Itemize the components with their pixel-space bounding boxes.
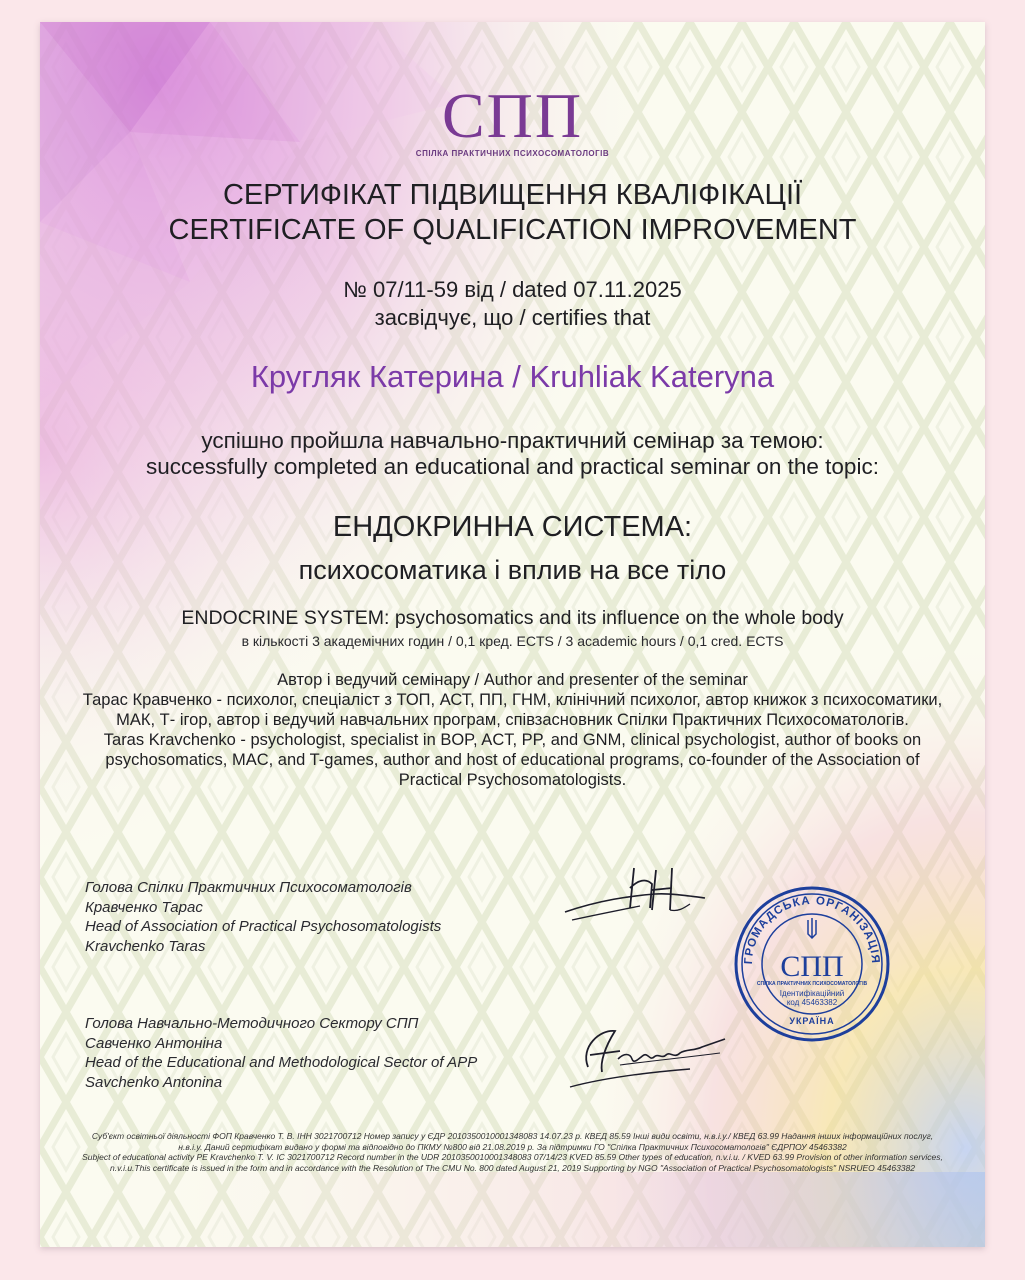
signatory-2-name-en: Savchenko Antonina xyxy=(85,1073,223,1091)
certificate-sheet xyxy=(40,22,985,1247)
footer-legal-uk: Суб'єкт освітньої діяльності ФОП Кравченко Т. В. ІНН 3021700712 Номер запису у ЄДР 2010350010001348083 14.07.23 р. КВЕД 85.59 Інші види освіти, н.в.і.у./ КВЕД 63.99 Надання інших інформаційних послуг, н.в.і.у. Даний сертифікат видано у формі та відповідно до ПКМУ №800 від 21.08.2019 р. За підтримки ГО "Спілка Практичних Психосоматологів" ЄДРПОУ 45463382 xyxy=(91,1131,934,1152)
signature-1 xyxy=(560,860,710,930)
academic-hours: в кількості 3 академічних годин / 0,1 кред. ECTS / 3 academic hours / 0,1 cred. ECTS xyxy=(241,633,784,649)
signatory-1 xyxy=(85,878,441,956)
certificate-number: № 07/11-59 від / dated 07.11.2025 xyxy=(343,277,682,302)
author-description-en: Taras Kravchenko - psychologist, specialist in BOP, ACT, PP, and GNM, clinical psychologist, author of books on psychosomatics, MAC, and T-games, author and host of educational programs, co-founder of the Association of Practical Psychosomatologists. xyxy=(103,731,922,789)
signatory-2-title-en: Head of the Educational and Methodological Sector of APP xyxy=(85,1054,478,1071)
certificate-title-en: CERTIFICATE OF QUALIFICATION IMPROVEMENT xyxy=(168,214,857,246)
recipient-name: Кругляк Катерина / Kruhliak Kateryna xyxy=(250,359,775,394)
author-description-uk: Тарас Кравченко - психолог, спеціаліст з ТОП, АСТ, ПП, ГНМ, клінічний психолог, автор книжок з психосоматики, МАК, Т- ігор, автор і ведучий навчальних програм, співзасновник Спілки Практичних Психосоматологів. xyxy=(82,691,943,729)
signatory-1-title-en: Head of Association of Practical Psychosomatologists xyxy=(85,918,442,935)
signatory-2 xyxy=(85,1014,477,1092)
topic-title-line2: психосоматика і вплив на все тіло xyxy=(298,555,727,585)
footer-legal-text xyxy=(80,1131,945,1173)
footer-legal-en: Subject of educational activity PE Kravchenko T. V. IC 3021700712 Record number in the UDR 2010350010001348083 07/14/23 KVED 85.59 Other types of education, n.v.i.u. / KVED 63.99 Provision of other information services, n.v.i.u.This certificate is issued in the form and in accordance with the Resolution of The CMU No. 800 dated August 21, 2019 Supporting by NGO "Association of Practical Psychosomatologists" NSRUEO 45463382 xyxy=(82,1152,943,1173)
signatory-1-name-en: Kravchenko Taras xyxy=(85,937,206,955)
signatory-2-name-uk: Савченко Антоніна xyxy=(85,1034,223,1052)
certificate-title-uk: СЕРТИФІКАТ ПІДВИЩЕННЯ КВАЛІФІКАЦІЇ xyxy=(222,179,803,211)
topic-title-en: ENDOCRINE SYSTEM: psychosomatics and its influence on the whole body xyxy=(181,607,844,629)
signatory-1-name-uk: Кравченко Тарас xyxy=(85,898,203,916)
author-heading: Автор і ведучий семінару / Author and presenter of the seminar xyxy=(277,671,748,689)
stamp-ring-text: ГРОМАДСЬКА ОРГАНІЗАЦІЯ xyxy=(742,894,882,965)
trident-icon xyxy=(808,918,816,938)
signatory-1-title-uk: Голова Спілки Практичних Психосоматологів xyxy=(85,879,412,896)
signatory-2-title-uk: Голова Навчально-Методичного Сектору СПП xyxy=(85,1015,419,1032)
completed-text-en: successfully completed an educational and practical seminar on the topic: xyxy=(146,454,879,479)
author-description xyxy=(80,690,945,790)
completed-text-uk: успішно пройшла навчально-практичний семінар за темою: xyxy=(201,428,824,453)
stamp-code: код 45463382 xyxy=(786,998,838,1007)
organization-stamp xyxy=(732,884,892,1044)
signature-2 xyxy=(560,1017,735,1097)
stamp-country: УКРАЇНА xyxy=(789,1016,835,1026)
logo-subtitle: СПІЛКА ПРАКТИЧНИХ ПСИХОСОМАТОЛОГІВ xyxy=(415,149,610,158)
certifies-line: засвідчує, що / certifies that xyxy=(374,305,651,330)
stamp-main-text: СПП xyxy=(780,950,844,983)
stamp-sub-text: СПІЛКА ПРАКТИЧНИХ ПСИХОСОМАТОЛОГІВ xyxy=(756,981,868,987)
stamp-id-label: Ідентифікаційний xyxy=(779,989,845,998)
logo-wordmark: СПП xyxy=(441,80,584,151)
topic-title-line1: ЕНДОКРИННА СИСТЕМА: xyxy=(332,511,693,543)
